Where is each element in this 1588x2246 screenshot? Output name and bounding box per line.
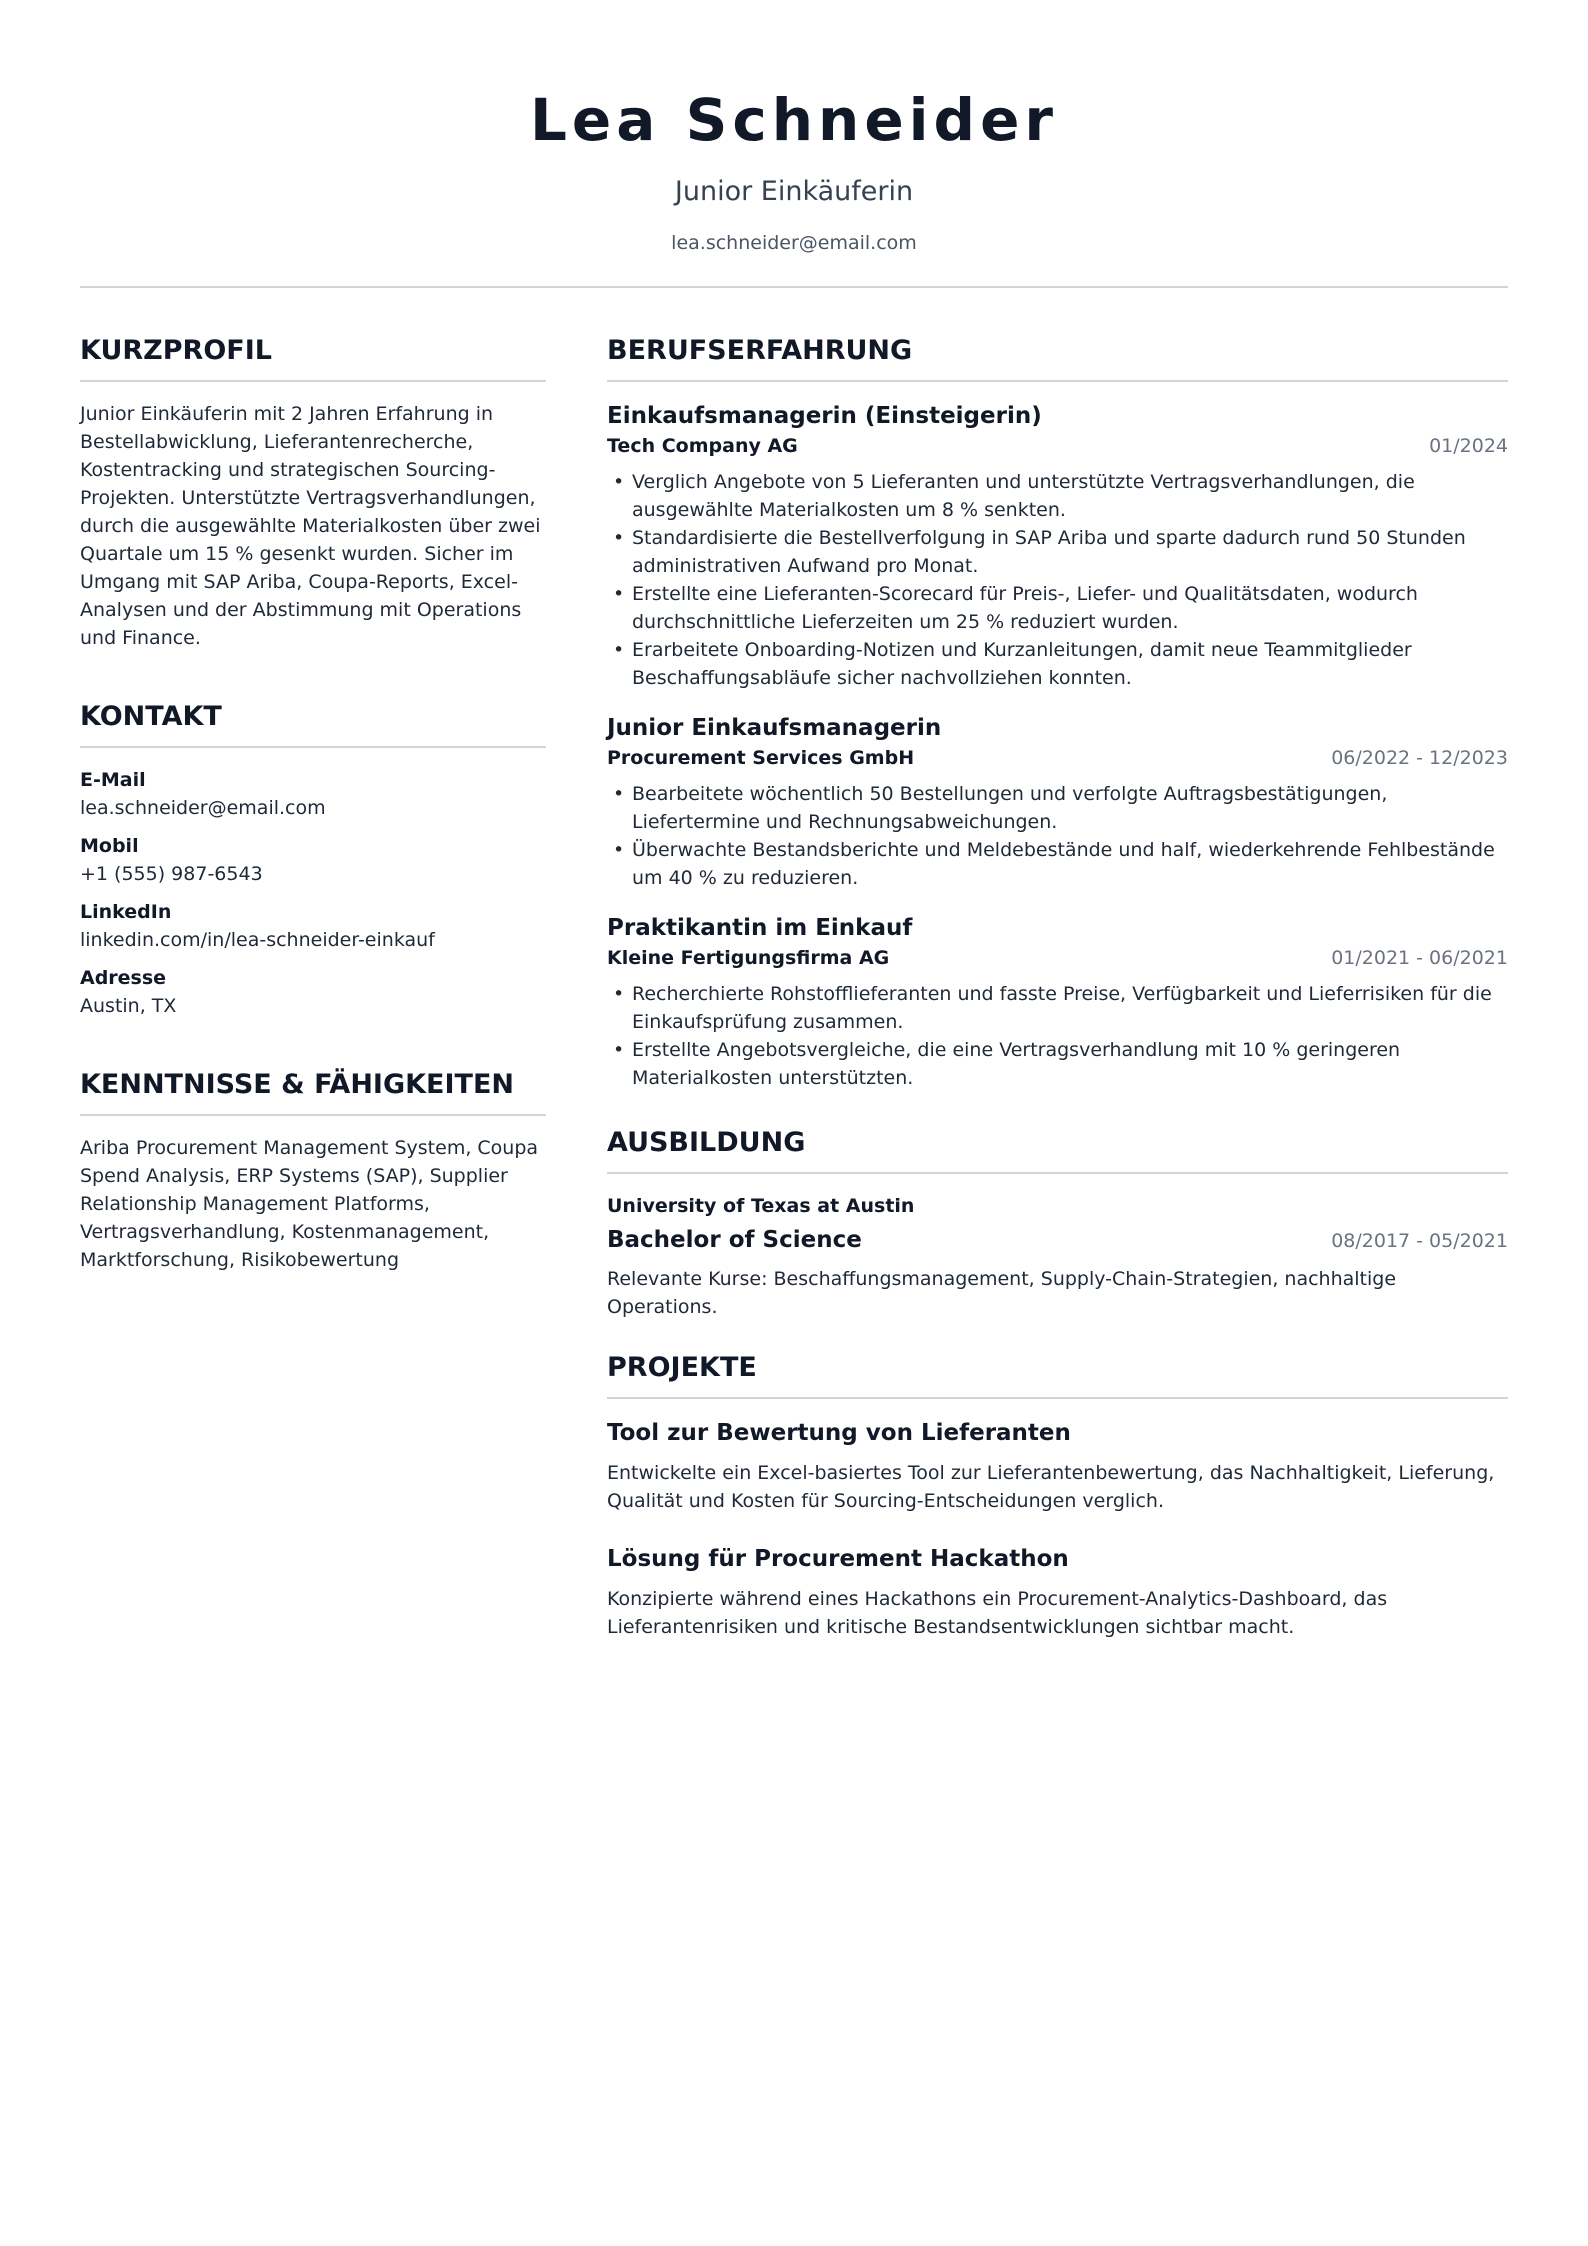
- job-company: Procurement Services GmbH: [607, 747, 915, 769]
- job-role: Praktikantin im Einkauf: [607, 915, 913, 941]
- contact-item-linkedin: [80, 898, 546, 954]
- job-bullets: [607, 780, 1508, 892]
- project-entry: [607, 1417, 1508, 1515]
- candidate-job-title: Junior Einkäuferin: [674, 176, 914, 207]
- skills-heading: KENNTNISSE & FÄHIGKEITEN: [80, 1068, 546, 1116]
- job-bullet: • Erarbeitete Onboarding-Notizen und Kurzanleitungen, damit neue Teammitglieder Beschaffungsabläufe sicher nachvollziehen konnten.: [632, 636, 1508, 692]
- contact-item-mobile: [80, 832, 546, 888]
- project-title: Lösung für Procurement Hackathon: [607, 1546, 1069, 1572]
- left-column: [80, 334, 546, 1322]
- candidate-name: Lea Schneider: [529, 86, 1059, 154]
- contact-value: linkedin.com/in/lea-schneider-einkauf: [80, 929, 435, 951]
- job-bullet: • Erstellte eine Lieferanten-Scorecard für Preis-, Liefer- und Qualitätsdaten, wodurch durchschnittliche Lieferzeiten um 25 % reduziert wurden.: [632, 580, 1508, 636]
- job-meta: [607, 744, 1508, 772]
- project-description: Konzipierte während eines Hackathons ein Procurement-Analytics-Dashboard, das Lieferantenrisiken und kritische Bestandsentwicklungen sichtbar macht.: [607, 1588, 1388, 1638]
- job-bullet: • Erstellte Angebotsvergleiche, die eine Vertragsverhandlung mit 10 % geringeren Materialkosten unterstützten.: [632, 1036, 1508, 1092]
- education-school: University of Texas at Austin: [607, 1195, 915, 1217]
- job-bullets: [607, 980, 1508, 1092]
- skills-text: Ariba Procurement Management System, Coupa Spend Analysis, ERP Systems (SAP), Supplier Relationship Management Platforms, Vertragsverhandlung, Kostenmanagement, Marktforschung, Risikobewertung: [80, 1137, 539, 1271]
- job-entry: [607, 712, 1508, 892]
- project-description: Entwickelte ein Excel-basiertes Tool zur Lieferantenbewertung, das Nachhaltigkeit, Lieferung, Qualität und Kosten für Sourcing-Entscheidungen verglich.: [607, 1462, 1495, 1512]
- job-bullets: [607, 468, 1508, 692]
- job-bullet: • Standardisierte die Bestellverfolgung in SAP Ariba und sparte dadurch rund 50 Stunden administrativen Aufwand pro Monat.: [632, 524, 1508, 580]
- summary-heading: KURZPROFIL: [80, 334, 546, 382]
- job-bullet: • Recherchierte Rohstofflieferanten und fasste Preise, Verfügbarkeit und Lieferrisiken für die Einkaufsprüfung zusammen.: [632, 980, 1508, 1036]
- projects-heading: PROJEKTE: [607, 1351, 1508, 1399]
- project-entry: [607, 1543, 1508, 1641]
- contact-label: Adresse: [80, 967, 167, 989]
- job-date: 01/2024: [1429, 435, 1508, 457]
- project-title: Tool zur Bewertung von Lieferanten: [607, 1420, 1071, 1446]
- education-heading: AUSBILDUNG: [607, 1126, 1508, 1174]
- contact-label: E-Mail: [80, 769, 146, 791]
- summary-section: [80, 334, 546, 652]
- summary-text: Junior Einkäuferin mit 2 Jahren Erfahrung in Bestellabwicklung, Lieferantenrecherche, Kostentracking und strategischen Sourcing-Projekten. Unterstützte Vertragsverhandlungen, durch die ausgewählte Materialkosten über zwei Quartale um 15 % gesenkt wurden. Sicher im Umgang mit SAP Ariba, Coupa-Reports, Excel-Analysen und der Abstimmung mit Operations und Finance.: [80, 403, 541, 649]
- education-meta: [607, 1224, 1508, 1257]
- job-company: Tech Company AG: [607, 435, 798, 457]
- contact-item-email: [80, 766, 546, 822]
- contact-label: LinkedIn: [80, 901, 172, 923]
- header-divider: [80, 286, 1508, 288]
- job-meta: [607, 432, 1508, 460]
- experience-heading: BERUFSERFAHRUNG: [607, 334, 1508, 382]
- job-entry: [607, 912, 1508, 1092]
- education-courses: Relevante Kurse: Beschaffungsmanagement, Supply-Chain-Strategien, nachhaltige Operations.: [607, 1268, 1397, 1318]
- projects-section: [607, 1351, 1508, 1641]
- education-section: [607, 1126, 1508, 1321]
- job-meta: [607, 944, 1508, 972]
- experience-section: [607, 334, 1508, 1092]
- education-date: 08/2017 - 05/2021: [1331, 1230, 1508, 1252]
- job-bullet: • Verglich Angebote von 5 Lieferanten und unterstützte Vertragsverhandlungen, die ausgewählte Materialkosten um 8 % senkten.: [632, 468, 1508, 524]
- job-date: 06/2022 - 12/2023: [1331, 747, 1508, 769]
- job-date: 01/2021 - 06/2021: [1331, 947, 1508, 969]
- contact-item-address: [80, 964, 546, 1020]
- contact-section: [80, 700, 546, 1020]
- job-entry: [607, 400, 1508, 692]
- contact-label: Mobil: [80, 835, 139, 857]
- job-bullet: • Überwachte Bestandsberichte und Meldebestände und half, wiederkehrende Fehlbestände um 40 % zu reduzieren.: [632, 836, 1508, 892]
- contact-heading: KONTAKT: [80, 700, 546, 748]
- resume-header: [80, 0, 1508, 288]
- right-column: [607, 334, 1508, 1689]
- job-role: Einkaufsmanagerin (Einsteigerin): [607, 403, 1042, 429]
- job-bullet: • Bearbeitete wöchentlich 50 Bestellungen und verfolgte Auftragsbestätigungen, Liefertermine und Rechnungsabweichungen.: [632, 780, 1508, 836]
- skills-section: [80, 1068, 546, 1274]
- header-email: lea.schneider@email.com: [671, 232, 917, 254]
- job-role: Junior Einkaufsmanagerin: [607, 715, 942, 741]
- resume-page: [80, 0, 1508, 1638]
- education-degree: Bachelor of Science: [607, 1227, 862, 1253]
- contact-value: Austin, TX: [80, 995, 177, 1017]
- job-company: Kleine Fertigungsfirma AG: [607, 947, 890, 969]
- contact-value: lea.schneider@email.com: [80, 797, 326, 819]
- contact-value: +1 (555) 987-6543: [80, 863, 263, 885]
